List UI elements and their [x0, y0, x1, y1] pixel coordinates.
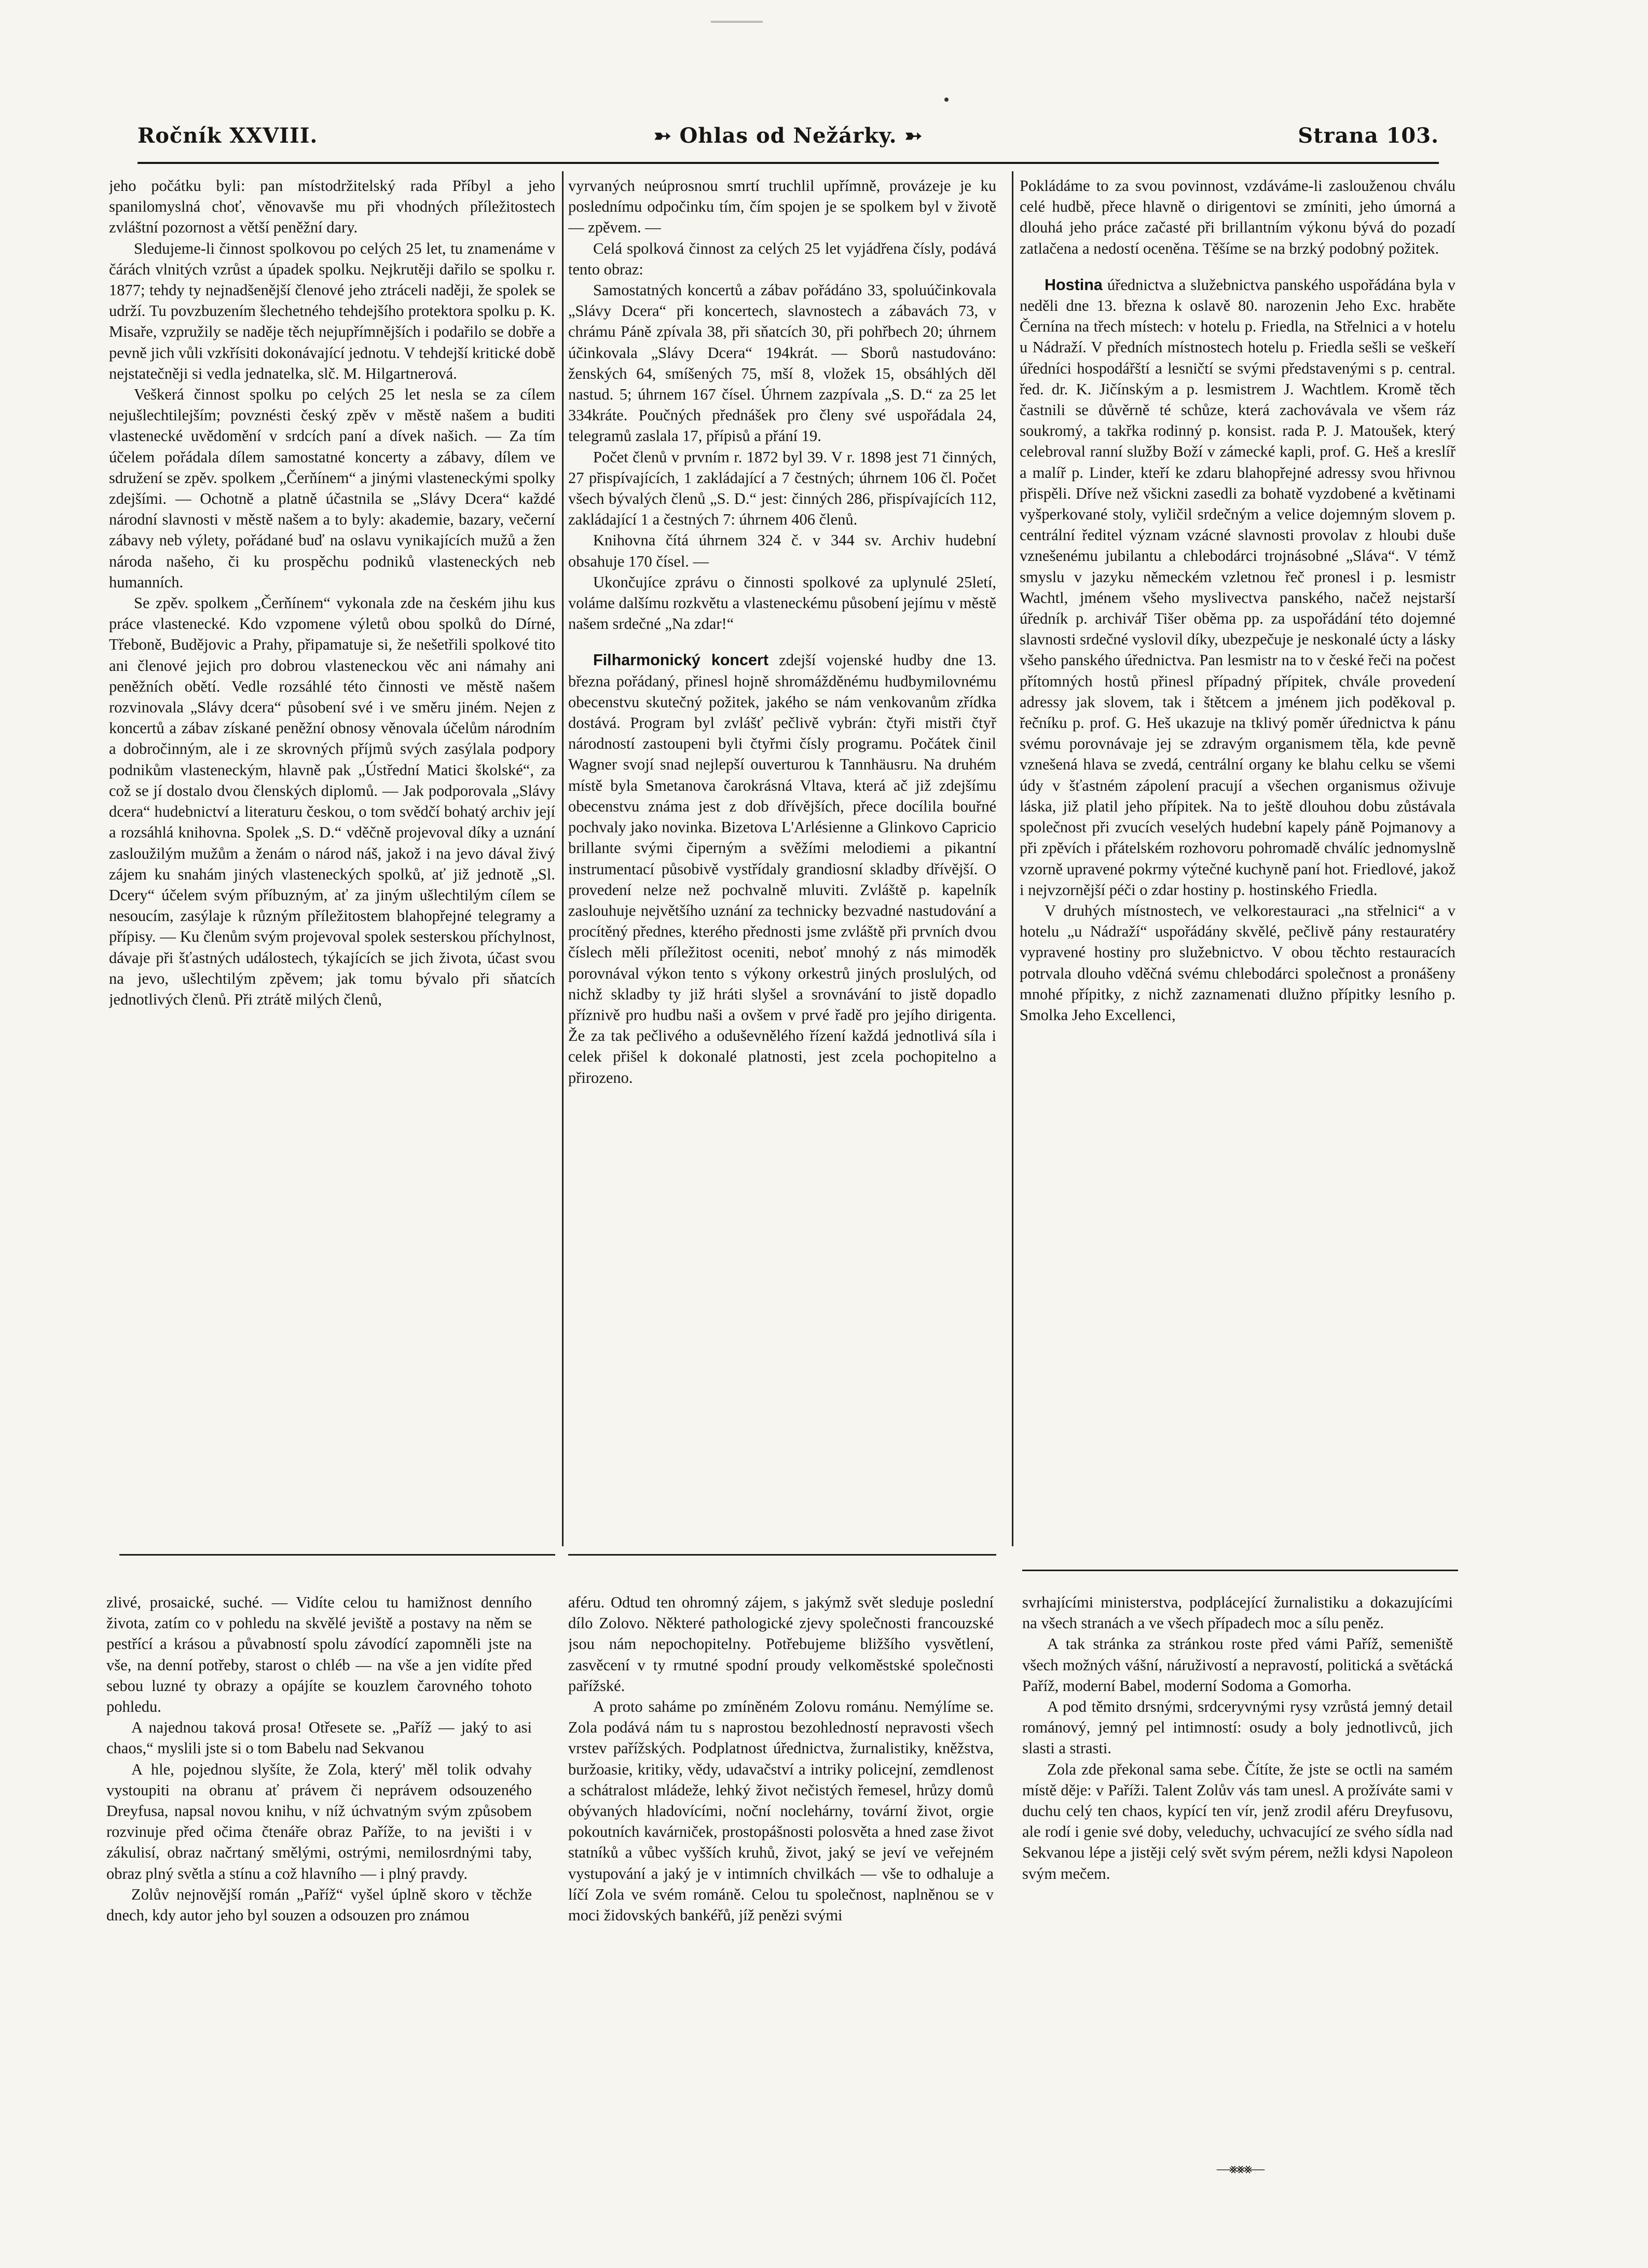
- paragraph: Zolův nejnovější román „Paříž“ vyšel úplně skoro v těchže dnech, kdy autor jeho byl souzen a odsouzen pro známou: [106, 1885, 532, 1925]
- column-divider: [562, 171, 564, 1546]
- concert-article: [568, 650, 996, 1088]
- paragraph: Pokládáme to za svou povinnost, vzdáváme-li zaslouženou chválu celé hudbě, přece hlavně o dirigentovi se zmíniti, jeho úmorná a dlouhá jeho práce začasté při brillantním výkonu bývá do pozadí zatlačena a nedostí oceněna. Těšíme se na brzký podobný požitek.: [1020, 177, 1455, 257]
- paragraph: Celá spolková činnost za celých 25 let vyjádřena čísly, podává tento obraz:: [568, 239, 996, 278]
- paragraph: jeho počátku byli: pan místodržitelský rada Příbyl a jeho spanilomyslná choť, věnovavše mu při vhodných příležitostech zvláštní pozornost a větší peněžní dary.: [109, 177, 555, 237]
- banquet-article: [1020, 274, 1455, 900]
- paragraph: Se zpěv. spolkem „Čerňínem“ vykonala zde na českém jihu kus práce vlastenecké. Kdo vzpomene výletů obou spolků do Dírné, Třeboně, Budějovic a Prahy, připamatuje si, že nešetřili spolkové tito ani členové jejich pro dobrou vlasteneckou věc ani námahy ani peněžních obětí. Vedle rozsáhlé této činnosti ve městě našem rozvinovala „Slávy dcera“ působení své i ve směru jiném. Nejen z koncertů a zábav získané peněžní obnosy věnovala účelům národním a dobročinným, ale i ze skrovných příjmů svých zasýlala podpory podnikům vlasteneckým, hlavně pak „Ústřední Matici školské“, za což se jí dostalo dvou členských diplomů. — Jak podporovala „Slávy dcera“ hudebnictví a literaturu českou, o tom svědčí bohatý archiv její a rozsáhlá knihovna. Spolek „S. D.“ vděčně projevoval díky a uznání zasloužilým mužům a ženám o národ náš, jakož i na jevo dával živý zájem ku snahám jiných vlasteneckých spolků, ať již jednotě „Sl. Dcery“ účelem svým příbuzným, ať za jiným ušlechtilým cílem se nesoucím, zasýlaje k různým příležitostem blahopřejné telegramy a přípisy. — Ku členům svým projevoval spolek sesterskou příchylnost, dávaje při šťastných událostech, týkajících se jich života, účast svou na jevo, ušlechtilým zpěvem; jak tomu bývalo při sňatcích jednotlivých členů. Při ztrátě milých členů,: [109, 594, 555, 1008]
- masthead-title: ➳ Ohlas od Nežárky. ➳: [654, 123, 923, 148]
- bottom-column-3: [1022, 1592, 1453, 2163]
- banquet-text: úřednictva a služebnictva panského uspořádána byla v neděli dne 13. března k oslavě 80. narozenin Jeho Exc. hraběte Černína na třech místech: v hotelu p. Friedla, na Střelnici a v hotelu u Nádraží. V předních místnostech hotelu p. Friedla sešli se veškeří úředníci hospodářští a lesničtí se svými představenými s p. central. řed. dr. K. Jičínským a p. lesmistrem J. Wachtlem. Kromě těch častnili se důvěrně té schůze, která zachovávala ve všem ráz soukromý, a takřka rodinný p. konsist. rada P. J. Matoušek, který celebroval ranní služby Boží v zámecké kapli, prof. G. Heš a kreslíř a malíř p. Linder, kteří ke zdaru blahopřejné adressy svou hřivnou přispěli. Dříve než všickni zasedli za bohatě vyzdobené a květinami vyšperkované stoly, vyličil srdečným a velice dojemným slovem p. centrální ředitel význam vzácné slavnosti provolav z hloubi duše vznešenému jubilantu a chlebodárci trojnásobné „Sláva“. V témž smyslu v jazyku německém vzletnou řeč pronesl i p. lesmistr Wachtl, jménem všeho myslivectva panského, načež nejstarší úředník p. archivář Tišer oběma pp. za uspořádání této dojemné slavnosti srdečné vyslovil díky, ubezpečuje je neskonalé úcty a lásky všeho panského úřednictva. Pan lesmistr na to v české řeči na počest přítomných hostů přinesl případný přípitek, chvále provedení adressy jak slovem, tak i štětcem a jménem jich poděkoval p. řečníku p. prof. G. Heš ukazuje na tklivý poměr úřednictva k pánu svému porovnávaje jej se zdravým organismem těla, kde pevně vznešená hlava se zvedá, centrální organy ke blahu celku se všemi údy v šťastném zápolení pracují a všechen organismus oživuje láska, již platil jeho přípitek. Na to ještě dlouhou dobu zůstávala společnost při zvucích veselých hudební kapely páně Pojmanovy a při zpěvích i přátelském rozhovoru pohromadě chválíc jednomyslně vzorně upravené pokrmy výtečné kuchyně paní hot. Friedlové, jakož i nejvzornější péči o zdar hostiny p. hostinského Friedla.: [1020, 276, 1455, 899]
- page-header: [138, 123, 1439, 155]
- paragraph: A tak stránka za stránkou roste před vámi Paříž, semeniště všech možných vášní, náruživostí a nepravostí, politická a světácká Paříž, moderní Babel, moderní Sodoma a Gomorha.: [1022, 1635, 1453, 1695]
- section-rule: [119, 1554, 555, 1556]
- paragraph: A hle, pojednou slyšíte, že Zola, který' měl tolik odvahy vystoupiti na obranu ať právem či neprávem odsouzeného Dreyfusa, napsal novou knihu, v níž úchvatným svým způsobem rozvinuje před očima čtenáře obraz Paříže, to na jevišti i v zákulisí, obraz načrtaný smělými, ostrými, nemilosrdnými taby, obraz plný světla a stínu a což hlavního — i plný pravdy.: [106, 1760, 532, 1882]
- paragraph: Samostatných koncertů a zábav pořádáno 33, spoluúčinkovala „Slávy Dcera“ při koncertech, slavnostech a zábavách 73, v chrámu Páně zpívala 38, při sňatcích 30, při pohřbech 20; úhrnem účinkovala „Slávy Dcera“ 194krát. — Sborů nastudováno: ženských 64, smíšených 75, mší 8, vložek 15, obsáhlých děl nastud. 5; úhrnem 167 čísel. Úhrnem zazpívala „S. D.“ za 25 let 334kráte. Poučných přednášek pro členy své uspořádala 24, telegramů zaslala 17, přípisů a přání 19.: [568, 281, 996, 445]
- header-rule: [138, 162, 1439, 164]
- paragraph: Sledujeme-li činnost spolkovou po celých 25 let, tu znamenáme v čárách vlnitých vzrůst a úpadek spolku. Nejkrutěji dařilo se spolku r. 1877; tehdy ty nejnadšenější členové jeho ztráceli naději, že spolek se udrží. Tu povzbuzením šlechetného tehdejšího protektora spolku p. K. Misaře, vzpružily se naděje těch nejupřímnějších i podařilo se dobře a pevně jich vůli vzkřísiti dokonávající jednotu. V tehdejší kritické době nejstatečněji si vedla jednatelka, slč. M. Hilgartnerová.: [109, 239, 555, 382]
- paragraph: Zola zde překonal sama sebe. Čítíte, že jste se octli na samém místě děje: v Paříži. Talent Zolův vás tam unesl. A prožíváte sami v duchu celý ten chaos, kypící ten vír, jenž zrodil aféru Dreyfusovu, ale rodí i genie své doby, veleduchy, uchvacující ze svého sídla nad Sekvanou lépe a jistěji celý svět svým pérem, nežli kdysi Napoleon svým mečem.: [1022, 1760, 1453, 1882]
- concert-heading: Filharmonický koncert: [593, 651, 769, 669]
- scan-mark: [711, 21, 763, 23]
- column-2: [568, 175, 996, 1488]
- end-ornament: —⨳⨳⨳—: [1216, 2161, 1264, 2176]
- paragraph: Knihovna čítá úhrnem 324 č. v 344 sv. Archiv hudební obsahuje 170 čísel. —: [568, 531, 996, 570]
- scan-dot: [944, 98, 949, 102]
- paragraph: Počet členů v prvním r. 1872 byl 39. V r. 1898 jest 71 činných, 27 přispívajících, 1 zakládající a 7 čestných; úhrnem 106 čl. Počet všech bývalých členů „S. D.“ jest: činných 286, přispívajících 112, zakládající 1 a čestných 7: úhrnem 406 členů.: [568, 448, 996, 529]
- paragraph: A najednou taková prosa! Otřesete se. „Paříž — jaký to asi chaos,“ myslili jste si o tom Babelu nad Sekvanou: [106, 1719, 532, 1757]
- paragraph: svrhajícími ministerstva, podplácející žurnalistiku a dokazujícími na všech stranách a ve všech případech moc a sílu peněz.: [1022, 1593, 1453, 1632]
- paragraph: V druhých místnostech, ve velkorestauraci „na střelnici“ a v hotelu „u Nádraží“ uspořádány skvělé, pečlivě pány restauratéry vypravené hostiny pro služebnictvo. V obou těchto restauracích potrvala dlouho vděčná svému chlebodárci společnost a pronášeny mnohé přípitky, z nichž zaznamenati dlužno přípitky lesního p. Smolka Jeho Excellenci,: [1020, 901, 1455, 1024]
- paragraph: Veškerá činnost spolku po celých 25 let nesla se za cílem nejušlechtilejším; povznésti český zpěv v městě našem a buditi vlastenecké uvědomění v srdcích paní a dívek našich. — Za tím účelem pořádala dílem samostatné koncerty a zábavy, dílem ve sdružení se zpěv. spolkem „Čerňínem“ a jinými vlasteneckými spolky zdejšími. — Ochotně a platně účastnila se „Slávy Dcera“ každé národní slavnosti v městě našem a to byly: akademie, bazary, večerní zábavy neb výlety, pořádané buď na oslavu vynikajících mužů a žen národa našeho, či ku prospěchu podniků vlasteneckých neb humanních.: [109, 386, 555, 591]
- concert-text: zdejší vojenské hudby dne 13. března pořádaný, přinesl hojně shromážděnému hudbymilovnému obecenstvu skutečný požitek, jakého se nám venkovanům zřídka dostává. Program byl zvlášť pečlivě vybrán: čtyři mistři čtyř národností zastoupeni byli čtyřmi čísly programu. Počátek činil Wagner svojí snad nejlepší ouverturou k Tannhäusru. Na druhém místě byla Smetanova čarokrásná Vltava, která ač již zdejšímu obecenstvu známa jest z dob dřívějších, přece docílila bouřné pochvaly jako novinka. Bizetova L'Arlésienne a Glinkovo Capricio brillante svými čiperným a svěžími melodiemi a pikantní instrumentací působivě vystřídaly grandiosní skladby dřívější. O provedení nelze než pochvalně mluviti. Zvláště p. kapelník zaslouhuje největšího uznání za technicky bezvadné nastudování a procítěný přednes, kterého přednosti jsme zvláště při prvních dvou číslech měli příležitost oceniti, neboť mnohý z nás mimoděk porovnával výkon tento s výkony orkestrů jiných proslulých, od nichž skladby ty již hráti slyšel a srovnávání to jistě dopadlo příznivě pro hudbu naši a ovšem v prvé řadě pro jejího dirigenta. Že za tak pečlivého a oduševnělého řízení každá jednotlivá síla i celek přišel k dokonalé platnosti, jest zcela pochopitelno a přirozeno.: [568, 651, 996, 1087]
- paragraph: A proto saháme po zmíněném Zolovu románu. Nemýlíme se. Zola podává nám tu s naprostou bezohledností nepravosti všech vrstev pařížských. Podplatnost úřednictva, žurnalistiky, kněžstva, buržoasie, kritiky, vědy, udavačství a intriky policejní, zemdlenost a schátralost mládeže, lehký život nečistých řemesel, hrůzy domů obývaných hladovícími, noční noclehárny, tovární život, orgie pokoutních kavárniček, prostopášnosti polosvěta a hned zase život statníků a vůbec vyšších kruhů, život, jaký se jeví ve veřejném vystupování a jaký je v intimních chvilkách — vše to odhaluje a líčí Zola ve svém románě. Celou tu společnost, naplněnou se v moci židovských bankéřů, jíž penězi svými: [568, 1698, 994, 1925]
- paragraph: Ukončujíce zprávu o činnosti spolkové za uplynulé 25letí, voláme dalšímu rozkvětu a vlasteneckému působení jejímu v městě našem srdečné „Na zdar!“: [568, 573, 996, 633]
- bottom-column-1: [106, 1592, 532, 2209]
- section-rule: [1022, 1570, 1458, 1571]
- page-number: Strana 103.: [1298, 123, 1439, 148]
- section-rule: [568, 1554, 996, 1556]
- volume-label: Ročník XXVIII.: [138, 123, 318, 148]
- column-1: [109, 175, 555, 1488]
- column-divider: [1012, 171, 1013, 1546]
- paragraph: aféru. Odtud ten ohromný zájem, s jakýmž svět sleduje poslední dílo Zolovo. Některé pathologické zjevy společnosti francouzské jsou nám nepochopitelny. Potřebujeme bližšího vysvětlení, zasvěcení v ty rmutné spodní proudy velkoměstské společnosti pařížské.: [568, 1593, 994, 1695]
- paragraph: A pod těmito drsnými, srdceryvnými rysy vzrůstá jemný detail románový, jemný pel intimností: osudy a boly jednotlivců, jich slasti a strasti.: [1022, 1698, 1453, 1757]
- paragraph: zlivé, prosaické, suché. — Vidíte celou tu hamižnost denního života, zatím co v pohledu na skvělé jeviště a postavy na něm se pestřící a krásou a půvabností spolu závodící zapomněli jste na vše, na denní potřeby, starost o chléb — na vše a jen vidíte před sebou luzné ty obrazy a opájíte se kouzlem čarovného tohoto pohledu.: [106, 1593, 532, 1716]
- column-3: [1020, 175, 1455, 1488]
- banquet-heading: Hostina: [1045, 276, 1103, 294]
- paragraph: vyrvaných neúprosnou smrtí truchlil upřímně, provázeje je ku poslednímu odpočinku tím, čím spojen je se spolkem byl v životě — zpěvem. —: [568, 177, 996, 237]
- bottom-column-2: [568, 1592, 994, 2209]
